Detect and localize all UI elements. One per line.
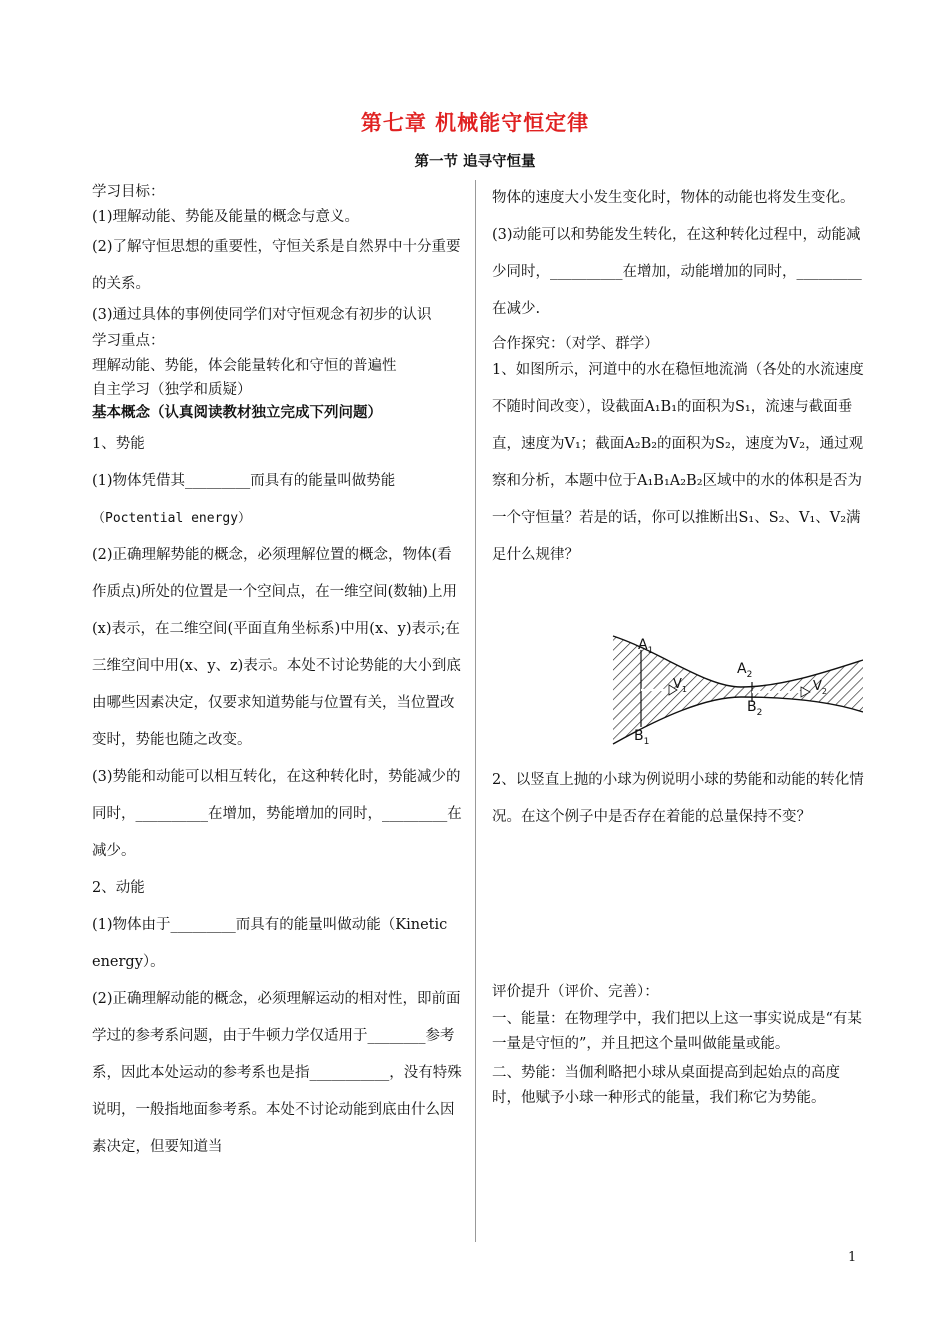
goals-heading: 学习目标：: [92, 184, 165, 200]
river-channel-figure: [611, 632, 863, 750]
question-2: 2、以竖直上抛的小球为例说明小球的势能和动能的转化情况。在这个例子中是否存在着能的总量保持不变？: [492, 772, 864, 825]
potential-energy-3: (3)势能和动能可以相互转化，在这种转化时，势能减少的同时，__________在增加，势能增加的同时，_________在减少。: [92, 769, 462, 859]
column-divider: [475, 180, 476, 1242]
label-b1: $B_1$: [634, 728, 650, 747]
label-b2: $B_2$: [747, 699, 763, 718]
goal-1: (1)理解动能、势能及能量的概念与意义。: [92, 209, 360, 225]
cooperative-heading: 合作探究：（对学、群学）: [492, 336, 659, 352]
question-1: 1、如图所示，河道中的水在稳恒地流淌（各处的水流速度不随时间改变），设截面A₁B₁的面积为S₁，流速与截面垂直，速度为V₁；截面A₂B₂的面积为S₂，速度为V₂，通过观察和分析，本题中位于A₁B₁A₂B₂区域中的水的体积是否为一个守恒量？若是的话，你可以推断出S₁、S₂、V₁、V₂满足什么规律？: [492, 362, 864, 563]
page-number: 1: [848, 1250, 857, 1265]
kinetic-energy-heading: 2、动能: [92, 880, 145, 896]
concepts-heading: 基本概念（认真阅读教材独立完成下列问题）: [92, 404, 382, 421]
left-column: [92, 180, 464, 1166]
potential-energy-2: (2)正确理解势能的概念，必须理解位置的概念，物体(看作质点)所处的位置是一个空间点，在一维空间(数轴)上用(x)表示，在二维空间(平面直角坐标系)中用(x、y)表示;在三维空间中用(x、y、z)表示。本处不讨论势能的大小到底由哪些因素决定，仅要求知道势能与位置有关，当位置改变时，势能也随之改变。: [92, 547, 461, 748]
evaluation-2: 二、势能：当伽利略把小球从桌面提高到起始点的高度时，他赋予小球一种形式的能量，我们称它为势能。: [492, 1065, 840, 1106]
section-title: 第一节 追寻守恒量: [414, 153, 536, 170]
label-v1: $V_1$: [673, 677, 687, 694]
potential-energy-english: （Poctential energy）: [92, 511, 252, 526]
label-a1: $A_1$: [638, 637, 654, 656]
self-study: 自主学习（独学和质疑）: [92, 382, 252, 398]
key-body: 理解动能、势能，体会能量转化和守恒的普遍性: [92, 358, 397, 374]
potential-energy-heading: 1、势能: [92, 436, 145, 452]
label-a2: $A_2$: [737, 661, 753, 680]
kinetic-energy-1: (1)物体由于_________而具有的能量叫做动能（Kinetic energy）。: [92, 917, 448, 970]
key-heading: 学习重点：: [92, 333, 165, 349]
potential-energy-1: (1)物体凭借其_________而具有的能量叫做势能: [92, 473, 396, 489]
goal-2: (2)了解守恒思想的重要性，守恒关系是自然界中十分重要的关系。: [92, 239, 461, 292]
evaluation-heading: 评价提升（评价、完善）：: [492, 984, 659, 1000]
chapter-title: 第七章 机械能守恒定律: [360, 110, 590, 135]
kinetic-energy-2: (2)正确理解动能的概念，必须理解运动的相对性，即前面学过的参考系问题，由于牛顿力学仅适用于________参考系，因此本处运动的参考系也是指___________，没有特殊说明，一般指地面参考系。本处不讨论动能到底由什么因素决定，但要知道当: [92, 991, 462, 1155]
label-v2: $V_2$: [813, 679, 827, 696]
goal-3: (3)通过具体的事例使同学们对守恒观念有初步的认识: [92, 307, 432, 323]
kinetic-energy-3: (3)动能可以和势能发生转化，在这种转化过程中，动能减少同时，__________在增加，动能增加的同时，_________在减少.: [492, 227, 862, 317]
continued-text: 物体的速度大小发生变化时，物体的动能也将发生变化。: [492, 190, 855, 206]
evaluation-1: 一、能量：在物理学中，我们把以上这一事实说成是“有某一量是守恒的”，并且把这个量叫做能量或能。: [492, 1011, 862, 1052]
